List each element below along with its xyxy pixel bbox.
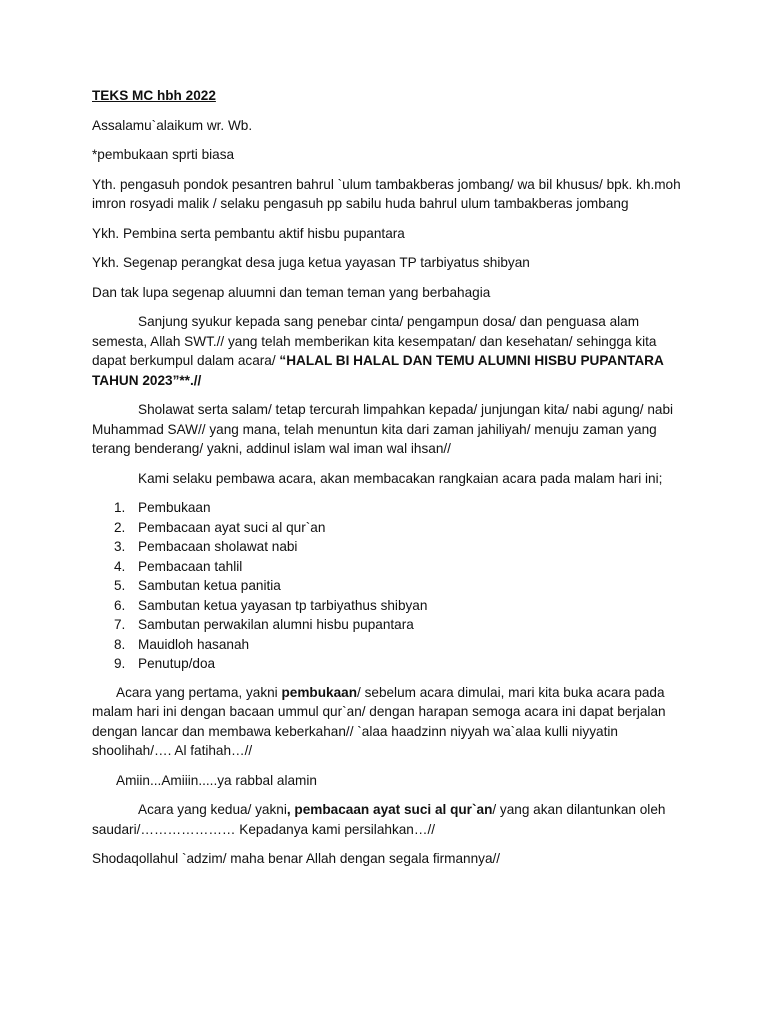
second-item-post: / yang akan dilantunkan oleh saudari/………………… Kepadanya kami persilahkan…//	[92, 802, 666, 837]
list-item	[92, 537, 682, 557]
list-item-number: 8.	[114, 636, 126, 652]
list-item	[92, 615, 682, 635]
list-item	[92, 654, 682, 674]
list-item	[92, 576, 682, 596]
list-item-text: Pembukaan	[138, 500, 211, 515]
document-title: TEKS MC hbh 2022	[92, 88, 216, 103]
first-item-post: / sebelum acara dimulai, mari kita buka acara pada malam hari ini dengan bacaan ummul qur`an/ dengan harapan semoga acara ini dapat berjalan dengan lancar dan membawa keberkahan// `alaa haadzinn niyyah wa`alaa kulli niyyatin shoolihah/…. Al fatihah…//	[92, 684, 666, 758]
gratitude-paragraph	[92, 312, 682, 390]
list-item	[92, 557, 682, 577]
first-item-paragraph	[92, 683, 682, 761]
first-item-pre: Acara yang pertama, yakni	[116, 684, 282, 700]
closing-line: Shodaqollahul `adzim/ maha benar Allah dengan segala firmannya//	[92, 851, 501, 866]
list-item-number: 3.	[114, 539, 126, 554]
address-paragraph-1: Yth. pengasuh pondok pesantren bahrul `ulum tambakberas jombang/ wa bil khusus/ bpk. kh.moh imron rosyadi malik / selaku pengasuh pp sabilu huda bahrul ulum tambakberas jombang	[92, 176, 681, 211]
sholawat-paragraph: Sholawat serta salam/ tetap tercurah limpahkan kepada/ junjungan kita/ nabi agung/ nabi Muhammad SAW// yang mana, telah menuntun kita dari zaman jahiliyah/ menuju zaman yang terang benderang/ yakni, addinul islam wal iman wal ihsan//	[92, 402, 674, 456]
list-item-text: Pembacaan tahlil	[138, 558, 243, 574]
list-item-text: Sambutan perwakilan alumni hisbu pupantara	[138, 617, 414, 632]
list-item-number: 5.	[114, 578, 126, 593]
amiin-line: Amiin...Amiiin.....ya rabbal alamin	[116, 772, 317, 788]
list-item	[92, 498, 682, 518]
list-item-text: Mauidloh hasanah	[138, 636, 250, 652]
list-item	[92, 518, 682, 538]
first-item-bold: pembukaan	[281, 684, 358, 700]
agenda-list	[92, 498, 682, 674]
event-name: “HALAL BI HALAL DAN TEMU ALUMNI HISBU PUPANTARA TAHUN 2023”**.//	[92, 353, 664, 388]
list-item	[92, 635, 682, 655]
list-item	[92, 596, 682, 616]
list-item-number: 4.	[114, 558, 126, 574]
address-paragraph-4: Dan tak lupa segenap aluumni dan teman teman yang berbahagia	[92, 284, 491, 300]
greeting: Assalamu`alaikum wr. Wb.	[92, 117, 253, 133]
list-item-number: 2.	[114, 519, 126, 535]
address-paragraph-2: Ykh. Pembina serta pembantu aktif hisbu pupantara	[92, 225, 405, 241]
list-item-number: 1.	[114, 500, 126, 515]
list-item-number: 6.	[114, 597, 126, 613]
list-item-text: Sambutan ketua yayasan tp tarbiyathus shibyan	[138, 597, 428, 613]
address-paragraph-3: Ykh. Segenap perangkat desa juga ketua yayasan TP tarbiyatus shibyan	[92, 255, 530, 270]
gratitude-text: Sanjung syukur kepada sang penebar cinta/ pengampun dosa/ dan penguasa alam semesta, Allah SWT.// yang telah memberikan kita kesempatan/ dan kesehatan/ sehingga kita dapat berkumpul dalam acara/	[92, 314, 657, 368]
opening-note: *pembukaan sprti biasa	[92, 147, 235, 162]
document-body	[92, 86, 682, 879]
program-intro: Kami selaku pembawa acara, akan membacakan rangkaian acara pada malam hari ini;	[138, 470, 663, 486]
list-item-text: Sambutan ketua panitia	[138, 578, 281, 593]
list-item-text: Pembacaan sholawat nabi	[138, 539, 298, 554]
second-item-pre: Acara yang kedua/ yakni	[138, 802, 287, 817]
list-item-text: Pembacaan ayat suci al qur`an	[138, 519, 326, 535]
list-item-text: Penutup/doa	[138, 656, 216, 671]
second-item-bold: , pembacaan ayat suci al qur`an	[286, 802, 493, 817]
list-item-number: 9.	[114, 656, 126, 671]
list-item-number: 7.	[114, 617, 126, 632]
second-item-paragraph	[92, 800, 682, 839]
